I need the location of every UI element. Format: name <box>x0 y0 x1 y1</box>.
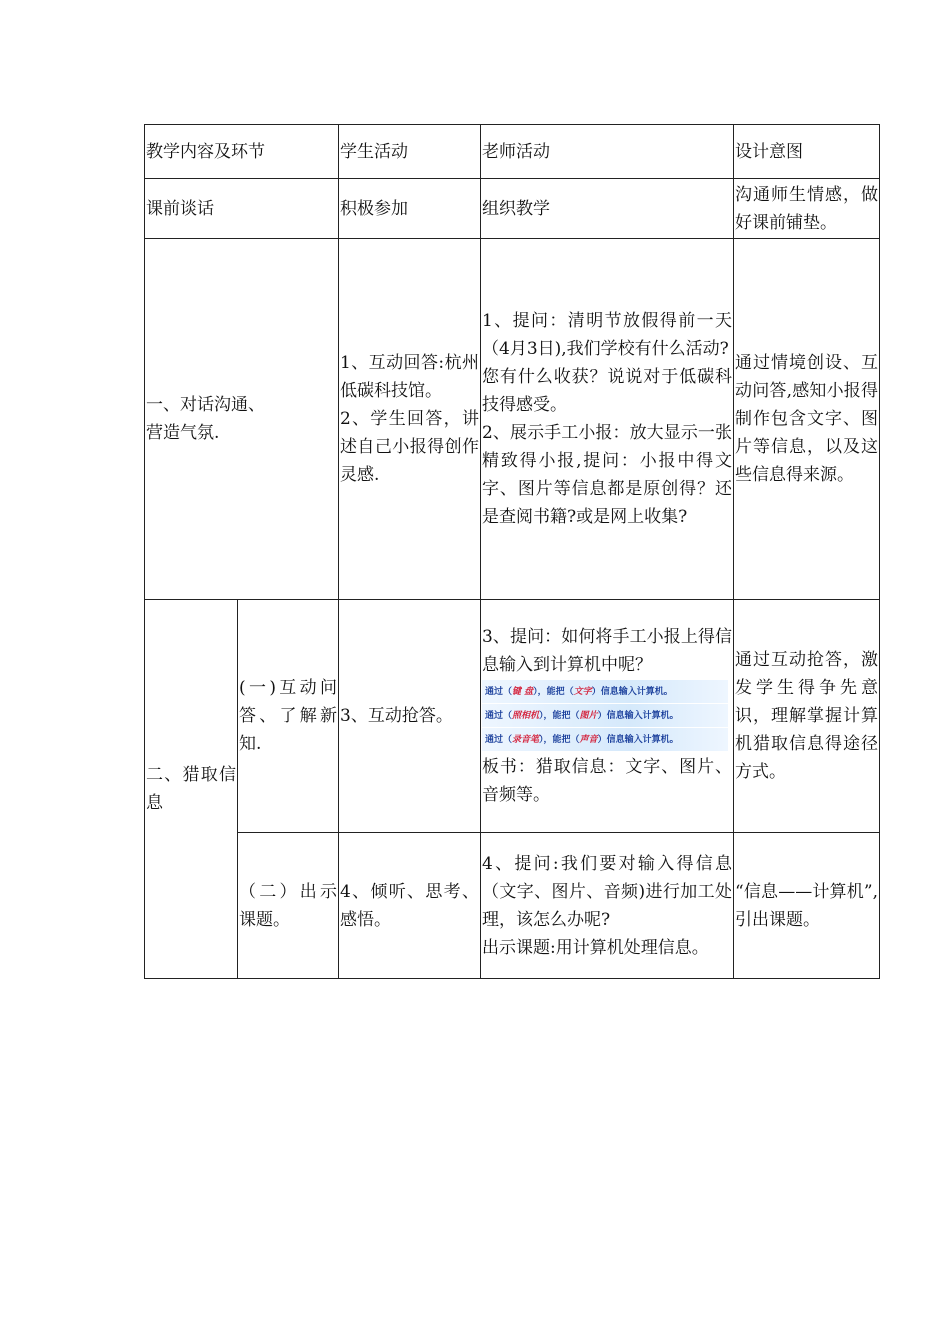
table-row <box>145 239 880 600</box>
input-methods-image <box>482 680 728 751</box>
input-method-line: 通过（ 照相机 ），能把（ 图片 ）信息输入计算机。 <box>482 704 728 727</box>
row4-sub: （二）出示课题。 <box>238 833 339 979</box>
table-row <box>145 833 880 979</box>
header-content: 教学内容及环节 <box>145 125 339 179</box>
header-intent: 设计意图 <box>734 125 880 179</box>
header-teacher: 老师活动 <box>481 125 734 179</box>
table-header-row <box>145 125 880 179</box>
row3-teacher-board: 板书：猎取信息：文字、图片、音频等。 <box>482 757 732 805</box>
row3-teacher <box>481 600 734 833</box>
row2-intent: 通过情境创设、互动问答,感知小报得制作包含文字、图片等信息，以及这些信息得来源。 <box>734 239 880 600</box>
row2-student: 1、互动回答:杭州低碳科技馆。 2、学生回答，讲述自己小报得创作灵感. <box>339 239 481 600</box>
input-method-line: 通过（ 键 盘 ），能把（ 文字 ）信息输入计算机。 <box>482 680 728 703</box>
row3-teacher-question: 3、提问：如何将手工小报上得信息输入到计算机中呢？ <box>482 627 732 675</box>
row4-teacher: 4、提问:我们要对输入得信息（文字、图片、音频)进行加工处理，该怎么办呢? 出示课题:用计算机处理信息。 <box>481 833 734 979</box>
row3-sub: (一)互动问答、了解新知. <box>238 600 339 833</box>
header-student: 学生活动 <box>339 125 481 179</box>
row3-student: 3、互动抢答。 <box>339 600 481 833</box>
lesson-plan-table <box>144 124 880 979</box>
row4-intent: “信息——计算机”,引出课题。 <box>734 833 880 979</box>
input-method-line: 通过（ 录音笔 ），能把（ 声音 ）信息输入计算机。 <box>482 728 728 751</box>
row1-intent: 沟通师生情感，做好课前铺垫。 <box>734 179 880 239</box>
table-row <box>145 600 880 833</box>
row3-intent: 通过互动抢答，激发学生得争先意识，理解掌握计算机猎取信息得途径方式。 <box>734 600 880 833</box>
row1-student: 积极参加 <box>339 179 481 239</box>
table-row <box>145 179 880 239</box>
row1-teacher: 组织教学 <box>481 179 734 239</box>
row2-section: 一、对话沟通、 营造气氛. <box>145 239 339 600</box>
row2-teacher: 1、提问：清明节放假得前一天（4月3日),我们学校有什么活动? 您有什么收获？说说对于低碳科技得感受。 2、展示手工小报：放大显示一张精致得小报,提问：小报中得文字、图片等信息都是原创得？还是查阅书籍?或是网上收集? <box>481 239 734 600</box>
section2-label: 二、猎取信息 <box>145 600 238 979</box>
row4-student: 4、倾听、思考、感悟。 <box>339 833 481 979</box>
row1-content: 课前谈话 <box>145 179 339 239</box>
